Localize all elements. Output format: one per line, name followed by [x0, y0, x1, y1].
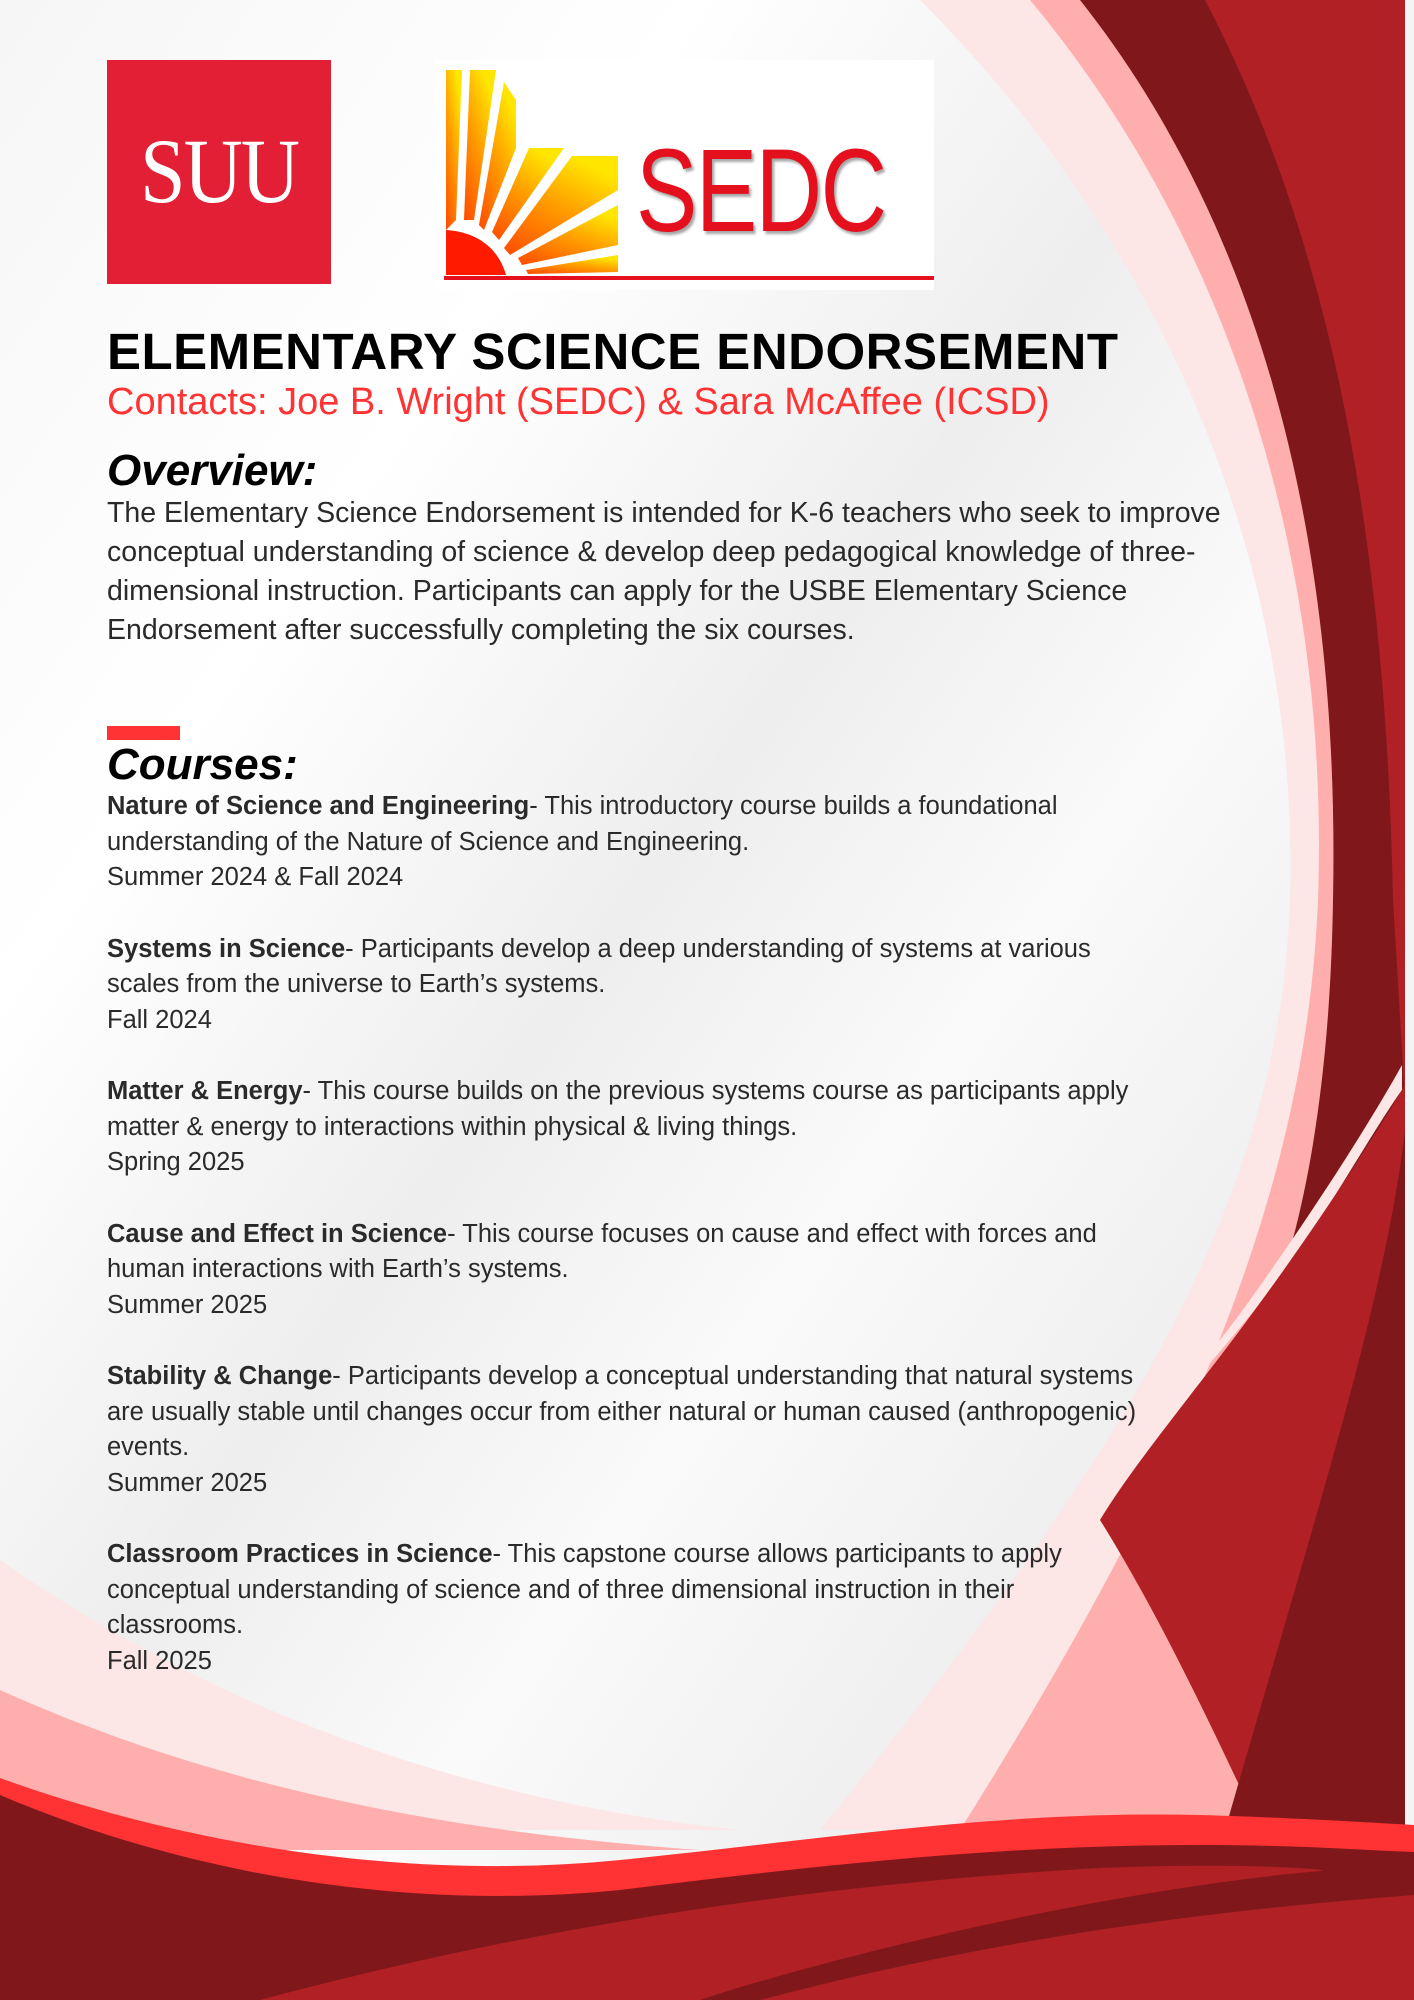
sun-rays-icon — [434, 60, 634, 290]
course-name: Matter & Energy — [107, 1077, 303, 1105]
course-item — [107, 1537, 1137, 1679]
course-item — [107, 1074, 1137, 1181]
course-description: - This capstone course allows participants to apply conceptual understanding of science and of three dimensional instruction in their classrooms. — [107, 1540, 1062, 1639]
sedc-logo-text: SEDC — [636, 125, 886, 257]
sedc-underline — [444, 276, 934, 280]
course-name: Cause and Effect in Science — [107, 1219, 448, 1248]
course-description: - This course builds on the previous systems course as participants apply matter & energy to interactions within physical & living things. — [107, 1077, 1129, 1141]
section-accent-bar — [107, 726, 180, 740]
course-name: Systems in Science — [107, 934, 346, 963]
course-term: Summer 2025 — [107, 1290, 268, 1319]
course-description: - This introductory course builds a foundational understanding of the Nature of Science and Engineering. — [107, 792, 1058, 856]
course-name: Stability & Change — [107, 1362, 333, 1390]
overview-text: The Elementary Science Endorsement is intended for K-6 teachers who seek to improve conceptual understanding of science & develop deep pedagogical knowledge of three-dimensional instruction. Participants can apply for the USBE Elementary Science Endorsement after successfully completing the six courses. — [107, 497, 1221, 646]
course-description: - Participants develop a deep understanding of systems at various scales from the universe to Earth’s systems. — [107, 934, 1091, 998]
course-item — [107, 932, 1137, 1039]
course-name: Nature of Science and Engineering — [107, 792, 530, 820]
contacts-line: Contacts: Joe B. Wright (SEDC) & Sara McAffee (ICSD) — [107, 381, 1050, 423]
course-term: Spring 2025 — [107, 1148, 245, 1176]
courses-heading: Courses: — [107, 740, 298, 789]
course-description: - This course focuses on cause and effect with forces and human interactions with Earth’s systems. — [107, 1219, 1097, 1283]
course-term: Fall 2025 — [107, 1646, 212, 1675]
course-item — [107, 1359, 1137, 1501]
course-term: Summer 2024 & Fall 2024 — [107, 863, 404, 891]
suu-logo — [107, 60, 331, 284]
overview-heading: Overview: — [107, 446, 318, 495]
sedc-logo — [434, 60, 934, 290]
course-name: Classroom Practices in Science — [107, 1540, 493, 1568]
course-term: Summer 2025 — [107, 1468, 268, 1497]
course-item — [107, 789, 1137, 896]
course-item — [107, 1217, 1137, 1324]
suu-logo-text: SUU — [139, 120, 299, 223]
course-list — [107, 789, 1137, 1715]
course-term: Fall 2024 — [107, 1005, 212, 1034]
page-title: ELEMENTARY SCIENCE ENDORSEMENT — [107, 323, 1119, 380]
course-description: - Participants develop a conceptual understanding that natural systems are usually stable until changes occur from either natural or human caused (anthropogenic) events. — [107, 1362, 1137, 1461]
